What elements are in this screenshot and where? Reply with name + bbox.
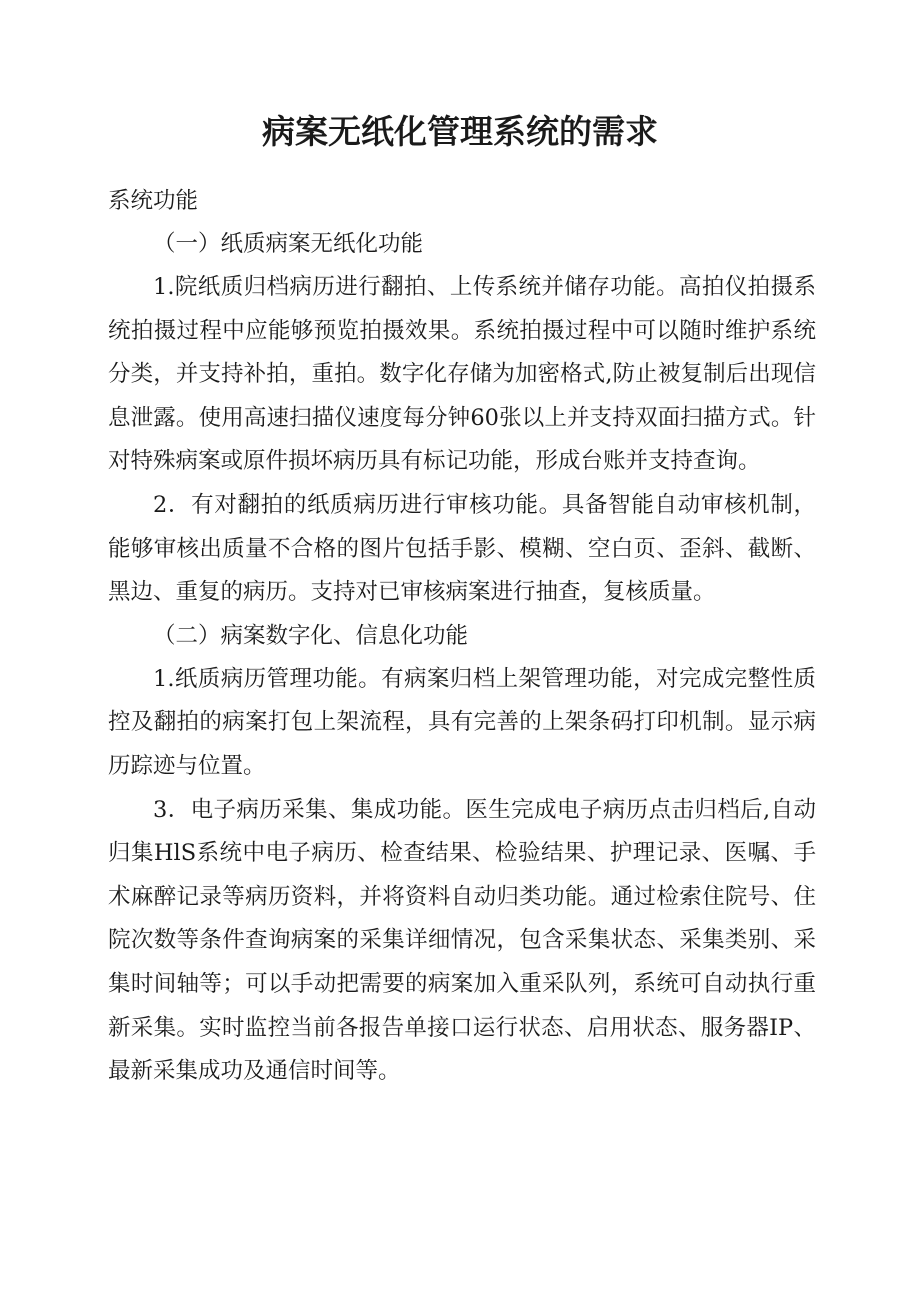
document-title: 病案无纸化管理系统的需求 xyxy=(262,112,658,151)
paragraph: 2．有对翻拍的纸质病历进行审核功能。具备智能自动审核机制，能够审核出质量不合格的图片包括手影、模糊、空白页、歪斜、截断、黑边、重复的病历。支持对已审核病案进行抽查，复核质量。 xyxy=(108,491,816,606)
section-heading-1: （一）纸质病案无纸化功能 xyxy=(153,231,424,257)
paragraph: 3．电子病历采集、集成功能。医生完成电子病历点击归档后,自动归集HlS系统中电子病历、检查结果、检验结果、护理记录、医嘱、手术麻醉记录等病历资料，并将资料自动归类功能。通过检索住院号、住院次数等条件查询病案的采集详细情况，包含采集状态、采集类别、采集时间轴等；可以手动把需要的病案加入重采队列，系统可自动执行重新采集。实时监控当前各报告单接口运行状态、启用状态、服务器IP、最新采集成功及通信时间等。 xyxy=(108,796,816,1085)
document-body xyxy=(108,180,816,1094)
section-heading-2: （二）病案数字化、信息化功能 xyxy=(153,622,469,649)
paragraph: 1.纸质病历管理功能。有病案归档上架管理功能，对完成完整性质控及翻拍的病案打包上架流程，具有完善的上架条码打印机制。显示病历踪迹与位置。 xyxy=(108,665,816,779)
paragraph: 1.院纸质归档病历进行翻拍、上传系统并储存功能。高拍仪拍摄系统拍摄过程中应能够预览拍摄效果。系统拍摄过程中可以随时维护系统分类，并支持补拍，重拍。数字化存储为加密格式,防止被复制后出现信息泄露。使用高速扫描仪速度每分钟60张以上并支持双面扫描方式。针对特殊病案或原件损坏病历具有标记功能，形成台账并支持查询。 xyxy=(108,274,816,475)
section-label: 系统功能 xyxy=(108,188,199,214)
